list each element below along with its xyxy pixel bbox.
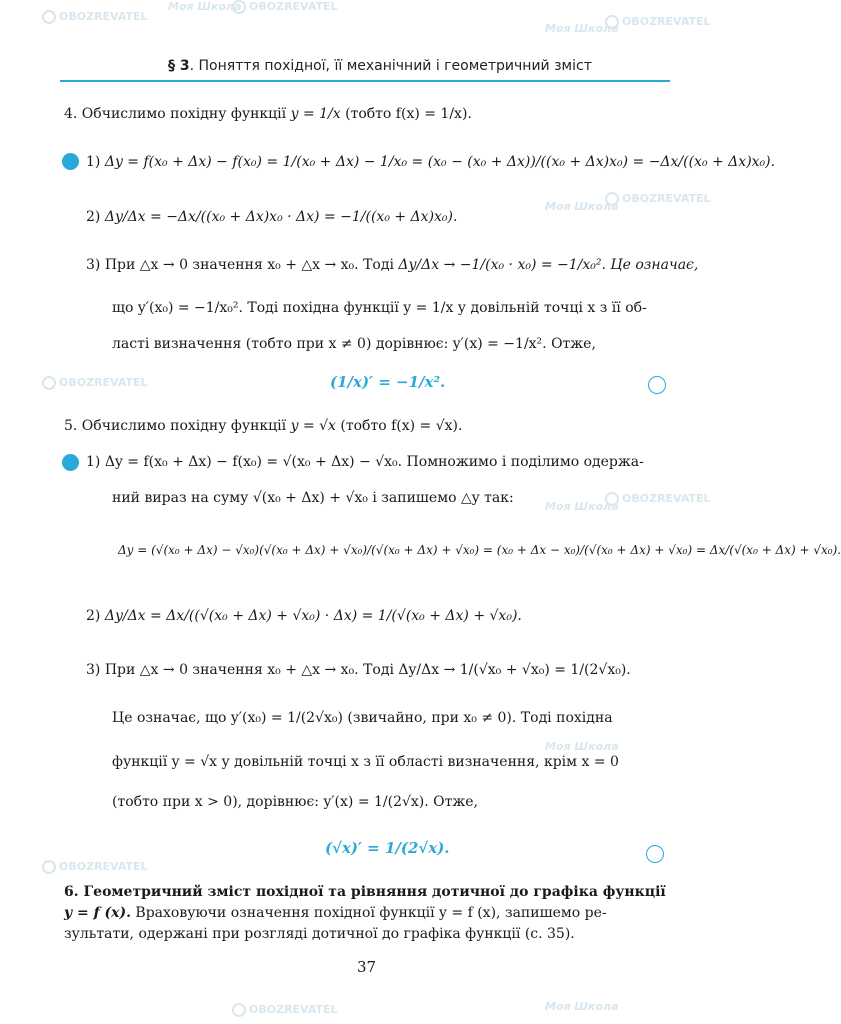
- step-text: Δy = f(x₀ + Δx) − f(x₀) = √(x₀ + Δx) − √x₀. Помножимо і поділимо одержа-: [104, 454, 644, 470]
- item5-step3-line3: функції y = √x у довільній точці x з її області визначення, крім x = 0: [112, 754, 619, 770]
- header-rule: [60, 80, 670, 82]
- circle-mark: [646, 845, 664, 863]
- watermark: Моя Школа: [545, 1000, 619, 1013]
- bullet-dot: [62, 454, 79, 471]
- item5-intro: 5. Обчислимо похідну функції: [64, 418, 287, 434]
- step-text: При △x → 0 значення x₀ + △x → x₀. Тоді: [104, 257, 394, 273]
- item4-step2: [86, 207, 457, 227]
- item4-intro-line: [64, 104, 472, 124]
- item5-result: (√x)′ = 1/(2√x).: [325, 839, 450, 857]
- watermark-brand: OBOZREVATEL: [42, 860, 148, 874]
- item6-text: Враховуючи означення похідної функції y = f (x), запишемо ре-: [130, 905, 607, 921]
- item4-step3-line3: ласті визначення (тобто при x ≠ 0) дорівнює: y′(x) = −1/x². Отже,: [112, 336, 596, 352]
- watermark-brand: OBOZREVATEL: [605, 192, 711, 206]
- step-formula: Δy/Δx → −1/(x₀ · x₀) = −1/x₀². Це означає,: [398, 257, 699, 273]
- watermark-brand: OBOZREVATEL: [42, 10, 148, 24]
- item4-result: (1/x)′ = −1/x².: [330, 373, 446, 391]
- item5-function: y = √x: [290, 418, 336, 434]
- item6-heading-end: y = f (x).: [64, 905, 131, 921]
- item5-function-note: (тобто f(x) = √x).: [340, 418, 463, 434]
- item5-step2: [86, 606, 522, 626]
- item4-step3-line2: що y′(x₀) = −1/x₀². Тоді похідна функції y = 1/x у довільній точці x з її об-: [112, 300, 647, 316]
- circle-mark: [648, 376, 666, 394]
- item5-intro-line: [64, 416, 462, 436]
- watermark-brand: OBOZREVATEL: [605, 15, 711, 29]
- item4-step3: [86, 255, 698, 275]
- item5-step1-formula: Δy = (√(x₀ + Δx) − √x₀)(√(x₀ + Δx) + √x₀)/(√(x₀ + Δx) + √x₀) = (x₀ + Δx − x₀)/(√(x₀ + Δx) + √x₀) = Δx/(√(x₀ + Δx) + √x₀).: [118, 543, 841, 557]
- step-formula: Δy = f(x₀ + Δx) − f(x₀) = 1/(x₀ + Δx) − 1/x₀ = (x₀ − (x₀ + Δx))/((x₀ + Δx)x₀) = −Δx/((x₀ + Δx)x₀).: [104, 154, 776, 170]
- watermark-brand: OBOZREVATEL: [232, 1003, 338, 1017]
- watermark-brand: OBOZREVATEL: [232, 0, 338, 14]
- item4-step1: [86, 152, 775, 172]
- step-text: При △x → 0 значення x₀ + △x → x₀. Тоді Δy/Δx → 1/(√x₀ + √x₀) = 1/(2√x₀).: [104, 662, 631, 678]
- watermark: Моя Школа: [545, 500, 619, 513]
- bullet-dot: [62, 153, 79, 170]
- section-number: § 3: [168, 58, 190, 74]
- item4-function: y = 1/x: [290, 106, 341, 122]
- step-number: 1): [86, 154, 101, 170]
- step-formula: Δy/Δx = Δx/((√(x₀ + Δx) + √x₀) · Δx) = 1/(√(x₀ + Δx) + √x₀).: [104, 608, 522, 624]
- step-number: 3): [86, 662, 101, 678]
- item5-step3-line2: Це означає, що y′(x₀) = 1/(2√x₀) (звичайно, при x₀ ≠ 0). Тоді похідна: [112, 710, 613, 726]
- item4-function-note: (тобто f(x) = 1/x).: [345, 106, 472, 122]
- step-number: 3): [86, 257, 101, 273]
- section-title: . Поняття похідної, її механічний і геометричний зміст: [189, 58, 592, 74]
- watermark: Моя Школа: [168, 0, 242, 13]
- watermark: Моя Школа: [545, 740, 619, 753]
- step-number: 2): [86, 608, 101, 624]
- item6-line3: зультати, одержані при розгляді дотичної до графіка функції (с. 35).: [64, 926, 575, 942]
- step-number: 2): [86, 209, 101, 225]
- item6-line2: [64, 903, 607, 923]
- item5-step1: [86, 452, 644, 472]
- page-number: 37: [357, 958, 377, 976]
- watermark: Моя Школа: [545, 200, 619, 213]
- item4-intro: 4. Обчислимо похідну функції: [64, 106, 287, 122]
- watermark-brand: OBOZREVATEL: [42, 376, 148, 390]
- step-number: 1): [86, 454, 101, 470]
- watermark: Моя Школа: [545, 22, 619, 35]
- page-header: [168, 58, 592, 74]
- step-formula: Δy/Δx = −Δx/((x₀ + Δx)x₀ · Δx) = −1/((x₀ + Δx)x₀).: [104, 209, 458, 225]
- item5-step3-line4: (тобто при x > 0), дорівнює: y′(x) = 1/(2√x). Отже,: [112, 794, 479, 810]
- watermark-brand: OBOZREVATEL: [605, 492, 711, 506]
- item6-heading: 6. Геометричний зміст похідної та рівняння дотичної до графіка функції: [64, 884, 666, 900]
- item5-step3: [86, 660, 631, 680]
- item5-step1-line2: ний вираз на суму √(x₀ + Δx) + √x₀ і запишемо △y так:: [112, 490, 514, 506]
